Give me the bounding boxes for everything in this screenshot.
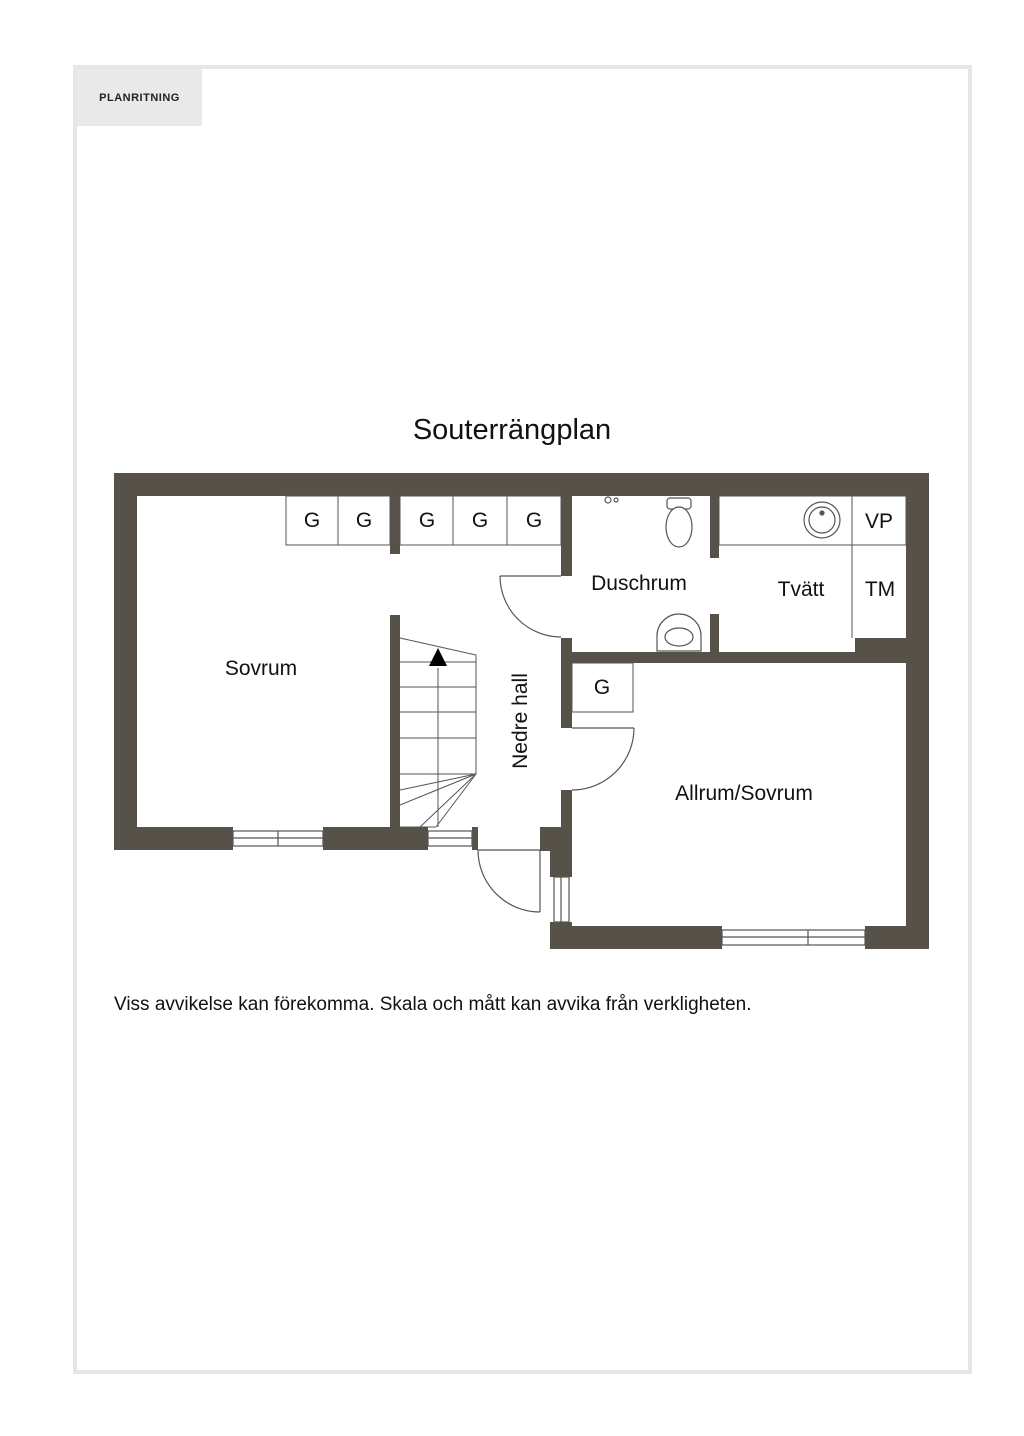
header-tag-label: PLANRITNING [99, 91, 180, 104]
wall-allrum-left-lower [550, 922, 572, 949]
room-label-duschrum: Duschrum [591, 572, 687, 595]
room-label-tm: TM [864, 578, 896, 601]
door-entrance-arc [478, 850, 540, 912]
room-label-tvatt: Tvätt [777, 578, 825, 601]
wall-dusch-left-upper [561, 496, 572, 576]
closet-label: G [593, 676, 611, 699]
wall-bottom-left-a [114, 827, 233, 850]
door-dusch-arc [500, 576, 561, 637]
wall-dusch-left-lower [561, 638, 572, 728]
room-label-sovrum: Sovrum [224, 657, 298, 680]
closet-label: G [303, 509, 321, 532]
laundry-sink-drain-icon [820, 511, 824, 515]
stair-arrow-icon [429, 648, 447, 666]
wall-bottom-left-b [323, 827, 428, 850]
closet-label: G [471, 509, 489, 532]
closet-label: G [355, 509, 373, 532]
staircase [400, 638, 476, 827]
closet-label: G [418, 509, 436, 532]
room-label-nedre-hall: Nedre hall [509, 673, 532, 769]
wall-tm-notch [855, 638, 907, 654]
wall-allrum-left [561, 790, 572, 830]
sink-basin-icon [665, 628, 693, 646]
door-allrum-arc [572, 728, 634, 790]
disclaimer: Viss avvikelse kan förekomma. Skala och mått kan avvika från verkligheten. [114, 994, 752, 1015]
wall-dusch-tvatt-upper [710, 496, 719, 558]
shower-head-icon [605, 497, 611, 503]
stair-winder [420, 774, 476, 827]
wall-bottom-left-c [472, 827, 478, 850]
closet-label: G [525, 509, 543, 532]
wall-right [906, 473, 929, 949]
shower-valve-icon [614, 498, 618, 502]
wall-sovrum-right [390, 615, 400, 827]
room-label-vp: VP [864, 510, 894, 533]
wall-closet-divider [390, 496, 400, 554]
wall-top [114, 473, 929, 496]
room-label-allrum: Allrum/Sovrum [675, 782, 813, 805]
toilet-bowl-icon [666, 507, 692, 547]
wall-bottom-right-a [550, 926, 722, 949]
plan-title: Souterrängplan [412, 414, 612, 446]
wall-left [114, 473, 137, 850]
wall-allrum-left-upper [550, 827, 572, 877]
wall-bottom-right-b [865, 926, 929, 949]
